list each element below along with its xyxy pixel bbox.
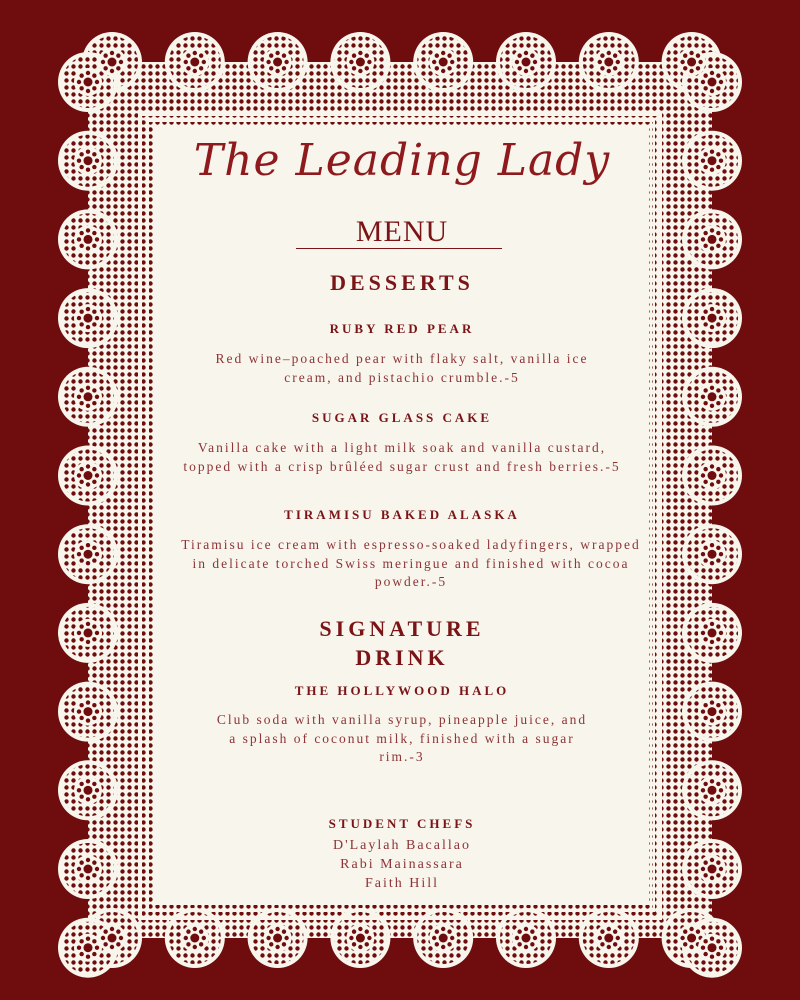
student-chefs-label: STUDENT CHEFS [328, 816, 476, 831]
dessert-name: TIRAMISU BAKED ALASKA [284, 507, 520, 522]
chef-name: D'Laylah Bacallao [333, 838, 471, 853]
dessert-description: Tiramisu ice cream with espresso-soaked ladyfingers, wrapped in delicate torched Swiss meringue and finished with cocoa powder.-5 [181, 537, 641, 589]
chef-name: Faith Hill [364, 876, 440, 891]
menu-divider [296, 248, 502, 249]
dessert-description: Red wine–poached pear with flaky salt, vanilla ice cream, and pistachio crumble.-5 [215, 351, 589, 385]
signature-drink-heading [155, 614, 649, 672]
menu-card [155, 127, 649, 905]
menu-label: MENU [355, 215, 449, 248]
dessert-description: Vanilla cake with a light milk soak and vanilla custard, topped with a crisp brûléed sugar crust and fresh berries.-5 [183, 440, 621, 474]
signature-heading-line: SIGNATURE [319, 616, 485, 641]
drink-name: THE HOLLYWOOD HALO [294, 683, 510, 698]
desserts-heading: DESSERTS [330, 270, 474, 295]
drink-description: Club soda with vanilla syrup, pineapple juice, and a splash of coconut milk, finished with a sugar rim.-3 [216, 712, 588, 764]
restaurant-title: The Leading Lady [193, 135, 611, 186]
signature-heading-line: DRINK [355, 645, 449, 670]
dessert-name: SUGAR GLASS CAKE [311, 410, 493, 425]
dessert-name: RUBY RED PEAR [329, 321, 475, 336]
chef-name: Rabi Mainassara [340, 857, 464, 872]
